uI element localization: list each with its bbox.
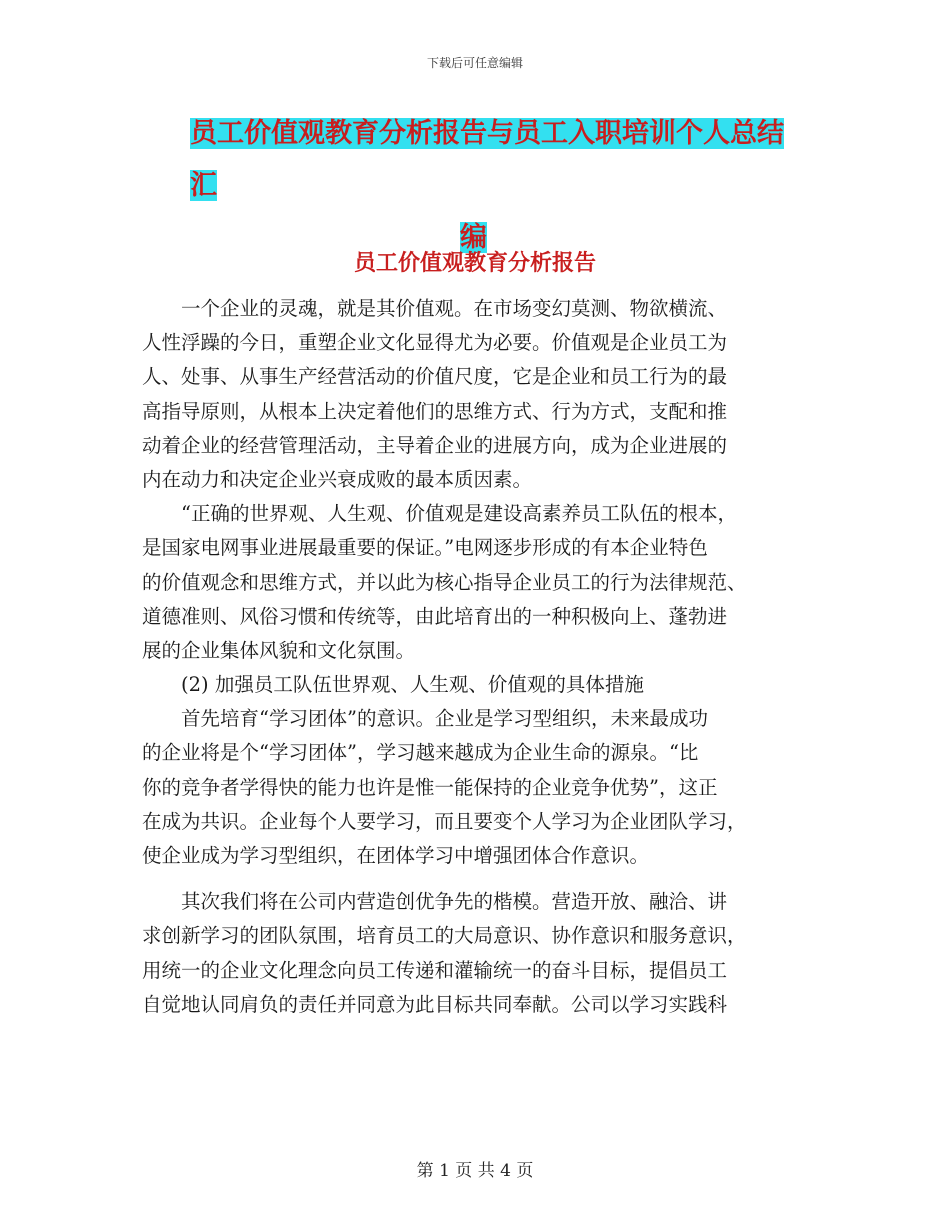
body-line: 人性浮躁的今日，重塑企业文化显得尤为必要。价值观是企业员工为 (142, 331, 728, 355)
header-note: 下载后可任意编辑 (426, 56, 523, 70)
body-text (142, 292, 797, 1022)
body-line: 内在动力和决定企业兴衰成败的最本质因素。 (142, 467, 533, 491)
page-footer: 第 1 页 共 4 页 (416, 1161, 534, 1181)
paragraph-gap (142, 873, 797, 885)
body-line: 一个企业的灵魂，就是其价值观。在市场变幻莫测、物欲横流、 (142, 297, 728, 320)
document-title (190, 108, 810, 264)
body-line: 使企业成为学习型组织，在团体学习中增强团体合作意识。 (142, 844, 650, 867)
body-line: 人、处事、从事生产经营活动的价值尺度，它是企业和员工行为的最 (142, 365, 728, 389)
document-title-line-1: 员工价值观教育分析报告与员工入职培训个人总结汇 (190, 118, 784, 201)
body-line: 其次我们将在公司内营造创优争先的楷模。营造开放、融洽、讲 (142, 890, 728, 914)
body-line: “正确的世界观、人生观、价值观是建设高素养员工队伍的根本， (142, 502, 737, 526)
body-line: 在成为共识。企业每个人要学习，而且要变个人学习为企业团队学习， (142, 809, 747, 833)
body-line: 展的企业集体风貌和文化氛围。 (142, 638, 416, 662)
section-title: 员工价值观教育分析报告 (353, 250, 596, 276)
body-line: 求创新学习的团队氛围，培育员工的大局意识、协作意识和服务意识， (142, 924, 747, 948)
body-line: 高指导原则，从根本上决定着他们的思维方式、行为方式，支配和推 (142, 399, 728, 423)
body-line: 道德准则、风俗习惯和传统等，由此培育出的一种积极向上、蓬勃进 (142, 604, 728, 628)
body-line: 动着企业的经营管理活动，主导着企业的进展方向，成为企业进展的 (142, 433, 728, 457)
body-line: 你的竞争者学得快的能力也许是惟一能保持的企业竞争优势”，这正 (142, 775, 718, 799)
body-line: 的价值观念和思维方式，并以此为核心指导企业员工的行为法律规范、 (142, 570, 747, 594)
body-line: 的企业将是个“学习团体”，学习越来越成为企业生命的源泉。“比 (142, 741, 699, 765)
document-title-line-2: 编 (460, 222, 487, 253)
body-line: 自觉地认同肩负的责任并同意为此目标共同奉献。公司以学习实践科 (142, 992, 728, 1016)
body-line: 首先培育“学习团体”的意识。企业是学习型组织，未来最成功 (142, 707, 708, 731)
body-line: 是国家电网事业进展最重要的保证。”电网逐步形成的有本企业特色 (142, 536, 708, 560)
body-line: (2) 加强员工队伍世界观、人生观、价值观的具体措施 (142, 673, 644, 697)
body-line: 用统一的企业文化理念向员工传递和灌输统一的奋斗目标，提倡员工 (142, 958, 728, 982)
